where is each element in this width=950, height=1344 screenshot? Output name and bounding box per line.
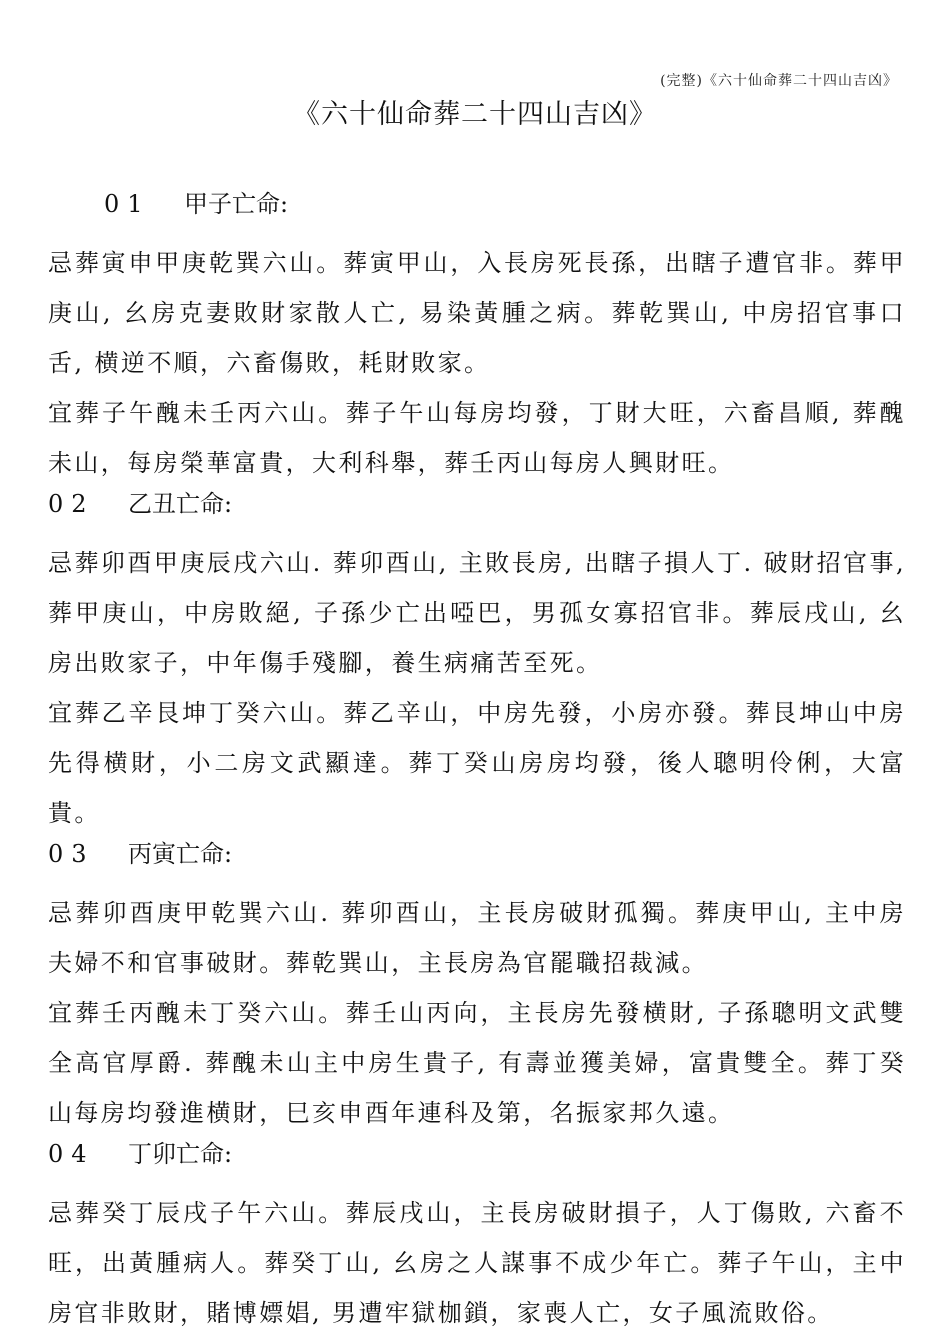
section-heading <box>48 188 906 221</box>
section-name: 甲子亡命: <box>184 190 289 218</box>
section-number: 04 <box>48 1140 95 1168</box>
suitable-paragraph: 宜葬子午醜未壬丙六山。葬子午山每房均發，丁財大旺，六畜昌順, 葬醜未山，每房榮華富貴，大利科舉，葬壬丙山每房人興財旺。 <box>48 399 906 477</box>
avoid-paragraph: 忌葬癸丁辰戌子午六山。葬辰戌山，主長房破財損子，人丁傷敗, 六畜不旺，出黃腫病人。葬癸丁山, 幺房之人謀事不成少年亡。葬子午山，主中房官非敗財，賭博嫖娼, 男遭牢獄枷鎖，家喪人亡，女子風流敗俗。 <box>48 1199 906 1327</box>
section-number: 01 <box>104 190 151 218</box>
section-name: 乙丑亡命: <box>128 490 233 518</box>
section-number: 02 <box>48 490 95 518</box>
avoid-paragraph: 忌葬卯酉甲庚辰戌六山. 葬卯酉山, 主敗長房, 出瞎子損人丁. 破財招官事, 葬甲庚山，中房敗絕, 子孫少亡出啞巴，男孤女寡招官非。葬辰戌山, 幺房出敗家子，中年傷手殘腳，養生病痛苦至死。 <box>48 549 906 677</box>
avoid-paragraph: 忌葬卯酉庚甲乾巽六山. 葬卯酉山，主長房破財孤獨。葬庚甲山, 主中房夫婦不和官事破財。葬乾巽山，主長房為官罷職招裁減。 <box>48 899 906 977</box>
avoid-paragraph: 忌葬寅申甲庚乾巽六山。葬寅甲山，入長房死長孫，出瞎子遭官非。葬甲庚山, 幺房克妻敗財家散人亡, 易染黃腫之病。葬乾巽山, 中房招官事口舌, 横逆不順，六畜傷敗，耗財敗家。 <box>48 249 906 377</box>
section-heading <box>48 838 906 871</box>
section-name: 丙寅亡命: <box>128 840 233 868</box>
section-number: 03 <box>48 840 95 868</box>
document-body <box>48 188 906 1338</box>
section-heading <box>48 488 906 521</box>
document-title: 《六十仙命葬二十四山吉凶》 <box>293 99 657 130</box>
section-name: 丁卯亡命: <box>128 1140 233 1168</box>
running-header: (完整)《六十仙命葬二十四山吉凶》 <box>660 73 898 89</box>
suitable-paragraph: 宜葬壬丙醜未丁癸六山。葬壬山丙向，主長房先發横財, 子孫聰明文武雙全高官厚爵. 葬醜未山主中房生貴子, 有壽並獲美婦，富貴雙全。葬丁癸山每房均發進横財，巳亥申酉年連科及第，名振家邦久遠。 <box>48 999 906 1127</box>
suitable-paragraph: 宜葬乙辛艮坤丁癸六山。葬乙辛山，中房先發，小房亦發。葬艮坤山中房先得横財，小二房文武顯達。葬丁癸山房房均發，後人聰明伶俐，大富貴。 <box>48 699 906 827</box>
section-heading <box>48 1138 906 1171</box>
